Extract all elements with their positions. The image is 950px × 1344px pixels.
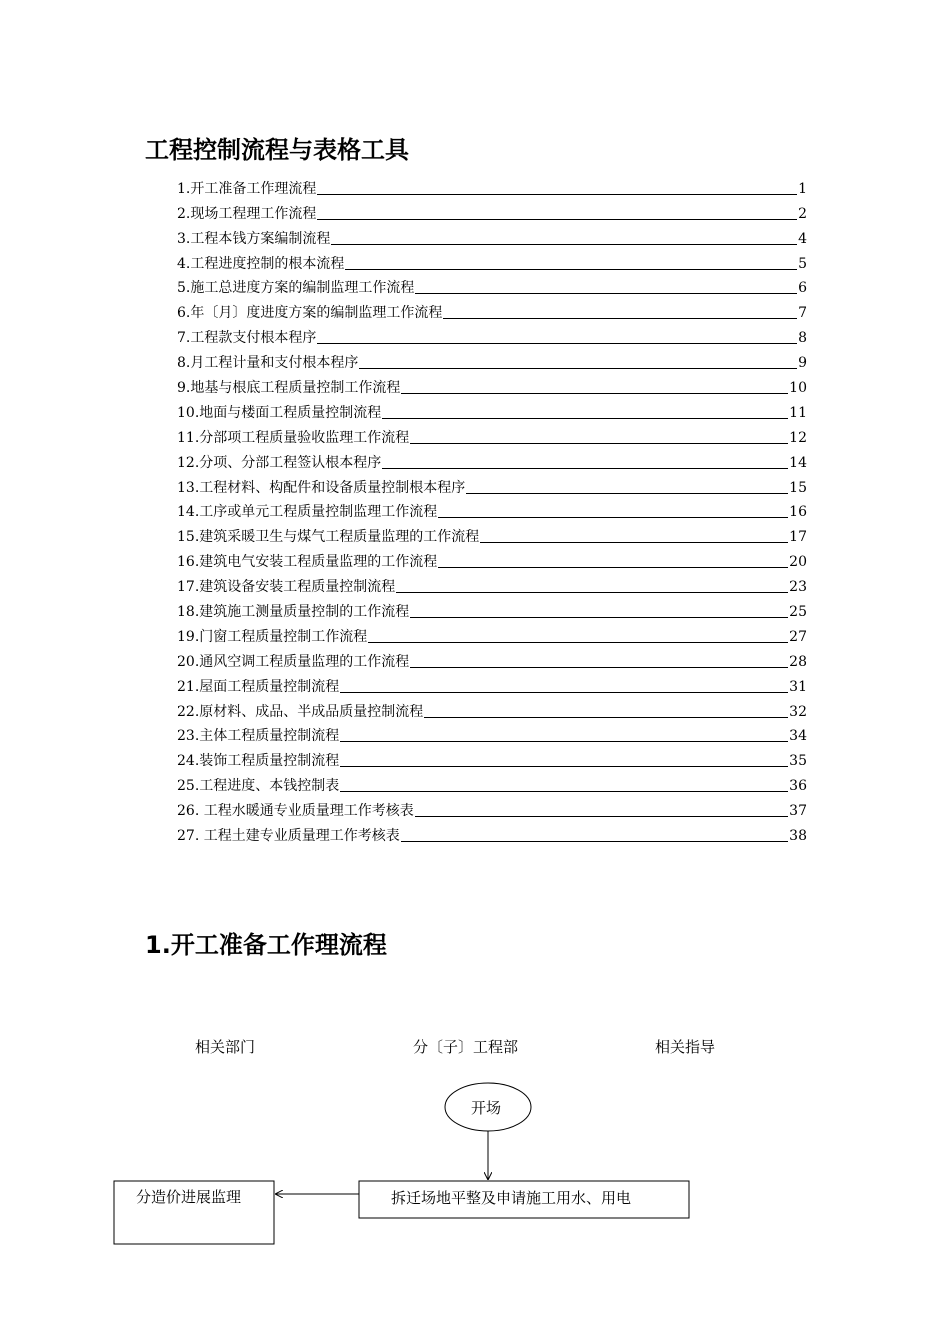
toc-entry[interactable] <box>177 297 807 322</box>
toc-leader-line <box>382 418 788 419</box>
toc-entry[interactable] <box>177 223 807 248</box>
toc-entry-page: 6 <box>798 280 807 297</box>
toc-entry-label: 23.主体工程质量控制流程 <box>177 728 340 745</box>
toc-leader-line <box>466 493 788 494</box>
toc-entry[interactable] <box>177 621 807 646</box>
toc-entry-label: 5.施工总进度方案的编制监理工作流程 <box>177 280 415 297</box>
toc-leader-line <box>340 741 788 742</box>
toc-entry-label: 12.分项、分部工程签认根本程序 <box>177 454 382 471</box>
toc-leader-line <box>415 293 797 294</box>
toc-leader-line <box>438 517 788 518</box>
toc-leader-line <box>401 393 788 394</box>
toc-leader-line <box>345 269 797 270</box>
section-title: 1.开工准备工作理流程 <box>145 931 387 959</box>
toc-leader-line <box>410 667 788 668</box>
toc-entry-page: 31 <box>789 678 807 695</box>
toc-leader-line <box>410 443 788 444</box>
toc-entry-page: 16 <box>789 504 807 521</box>
toc-leader-line <box>331 244 797 245</box>
toc-entry-page: 20 <box>789 554 807 571</box>
toc-leader-line <box>340 791 788 792</box>
toc-entry-label: 17.建筑设备安装工程质量控制流程 <box>177 579 396 596</box>
toc-entry-label: 3.工程本钱方案编制流程 <box>177 230 331 247</box>
toc-entry-label: 10.地面与楼面工程质量控制流程 <box>177 404 382 421</box>
toc-entry[interactable] <box>177 646 807 671</box>
table-of-contents <box>177 173 807 845</box>
toc-entry-label: 20.通风空调工程质量监理的工作流程 <box>177 653 410 670</box>
toc-leader-line <box>410 617 788 618</box>
page-title: 工程控制流程与表格工具 <box>145 136 409 164</box>
toc-entry[interactable] <box>177 596 807 621</box>
toc-leader-line <box>396 592 788 593</box>
toc-entry[interactable] <box>177 248 807 273</box>
toc-leader-line <box>317 194 797 195</box>
toc-entry-page: 38 <box>789 828 807 845</box>
toc-entry-page: 15 <box>789 479 807 496</box>
toc-entry-label: 24.装饰工程质量控制流程 <box>177 753 340 770</box>
toc-entry-page: 32 <box>789 703 807 720</box>
toc-leader-line <box>359 368 797 369</box>
toc-entry-label: 21.屋面工程质量控制流程 <box>177 678 340 695</box>
toc-entry-label: 8.月工程计量和支付根本程序 <box>177 355 359 372</box>
toc-entry-label: 22.原材料、成品、半成品质量控制流程 <box>177 703 424 720</box>
toc-entry[interactable] <box>177 422 807 447</box>
toc-entry-label: 18.建筑施工测量质量控制的工作流程 <box>177 604 410 621</box>
toc-entry[interactable] <box>177 571 807 596</box>
toc-entry-page: 25 <box>789 604 807 621</box>
toc-entry-page: 12 <box>789 429 807 446</box>
toc-entry-label: 6.年〔月〕度进度方案的编制监理工作流程 <box>177 305 443 322</box>
toc-leader-line <box>438 567 788 568</box>
toc-leader-line <box>368 642 788 643</box>
toc-entry-label: 7.工程款支付根本程序 <box>177 330 317 347</box>
toc-entry[interactable] <box>177 447 807 472</box>
toc-entry-label: 25.工程进度、本钱控制表 <box>177 778 340 795</box>
toc-entry[interactable] <box>177 372 807 397</box>
toc-entry-label: 27. 工程土建专业质量理工作考核表 <box>177 828 400 845</box>
start-node-label: 开场 <box>471 1099 502 1117</box>
toc-entry[interactable] <box>177 273 807 298</box>
toc-leader-line <box>443 318 797 319</box>
toc-leader-line <box>340 766 788 767</box>
toc-entry-page: 7 <box>798 305 807 322</box>
toc-entry[interactable] <box>177 497 807 522</box>
toc-entry-label: 2.现场工程理工作流程 <box>177 205 317 222</box>
toc-entry-page: 8 <box>798 330 807 347</box>
toc-leader-line <box>382 468 788 469</box>
toc-entry-page: 34 <box>789 728 807 745</box>
toc-entry-page: 17 <box>789 529 807 546</box>
column-header-related-guidance: 相关指导 <box>655 1038 716 1056</box>
toc-entry[interactable] <box>177 546 807 571</box>
toc-entry-page: 14 <box>789 454 807 471</box>
toc-entry-label: 9.地基与根底工程质量控制工作流程 <box>177 380 401 397</box>
toc-leader-line <box>317 219 797 220</box>
toc-entry[interactable] <box>177 521 807 546</box>
toc-entry-page: 28 <box>789 653 807 670</box>
toc-entry[interactable] <box>177 696 807 721</box>
toc-leader-line <box>480 542 788 543</box>
toc-leader-line <box>317 343 797 344</box>
toc-entry[interactable] <box>177 198 807 223</box>
toc-entry-label: 19.门窗工程质量控制工作流程 <box>177 628 368 645</box>
toc-entry-page: 5 <box>798 255 807 272</box>
toc-entry-label: 11.分部项工程质量验收监理工作流程 <box>177 429 410 446</box>
toc-entry[interactable] <box>177 397 807 422</box>
toc-entry[interactable] <box>177 721 807 746</box>
toc-entry-label: 16.建筑电气安装工程质量监理的工作流程 <box>177 554 438 571</box>
toc-entry-page: 35 <box>789 753 807 770</box>
toc-entry[interactable] <box>177 795 807 820</box>
toc-entry[interactable] <box>177 820 807 845</box>
toc-entry[interactable] <box>177 173 807 198</box>
toc-leader-line <box>415 816 788 817</box>
toc-entry[interactable] <box>177 770 807 795</box>
toc-entry-page: 10 <box>789 380 807 397</box>
column-header-related-departments: 相关部门 <box>195 1038 256 1056</box>
toc-entry-page: 36 <box>789 778 807 795</box>
toc-entry-label: 1.开工准备工作理流程 <box>177 180 317 197</box>
toc-entry-page: 37 <box>789 803 807 820</box>
toc-leader-line <box>424 717 788 718</box>
toc-entry[interactable] <box>177 745 807 770</box>
toc-entry-label: 14.工序或单元工程质量控制监理工作流程 <box>177 504 438 521</box>
toc-entry[interactable] <box>177 671 807 696</box>
toc-entry-page: 9 <box>798 355 807 372</box>
column-header-sub-project-dept: 分〔子〕工程部 <box>413 1038 519 1056</box>
toc-leader-line <box>401 841 788 842</box>
toc-entry[interactable] <box>177 322 807 347</box>
toc-entry-page: 1 <box>798 180 807 197</box>
toc-entry-label: 13.工程材料、构配件和设备质量控制根本程序 <box>177 479 466 496</box>
toc-entry-page: 2 <box>798 205 807 222</box>
toc-entry-page: 27 <box>789 628 807 645</box>
toc-leader-line <box>340 692 788 693</box>
toc-entry[interactable] <box>177 347 807 372</box>
toc-entry-label: 26. 工程水暖通专业质量理工作考核表 <box>177 803 414 820</box>
step1-node-label: 拆迁场地平整及申请施工用水、用电 <box>391 1189 632 1207</box>
toc-entry-page: 11 <box>789 404 807 421</box>
toc-entry-label: 15.建筑采暖卫生与煤气工程质量监理的工作流程 <box>177 529 480 546</box>
toc-entry-page: 23 <box>789 579 807 596</box>
side-node-label: 分造价进展监理 <box>136 1188 242 1206</box>
toc-entry-label: 4.工程进度控制的根本流程 <box>177 255 345 272</box>
toc-entry-page: 4 <box>798 230 807 247</box>
toc-entry[interactable] <box>177 472 807 497</box>
